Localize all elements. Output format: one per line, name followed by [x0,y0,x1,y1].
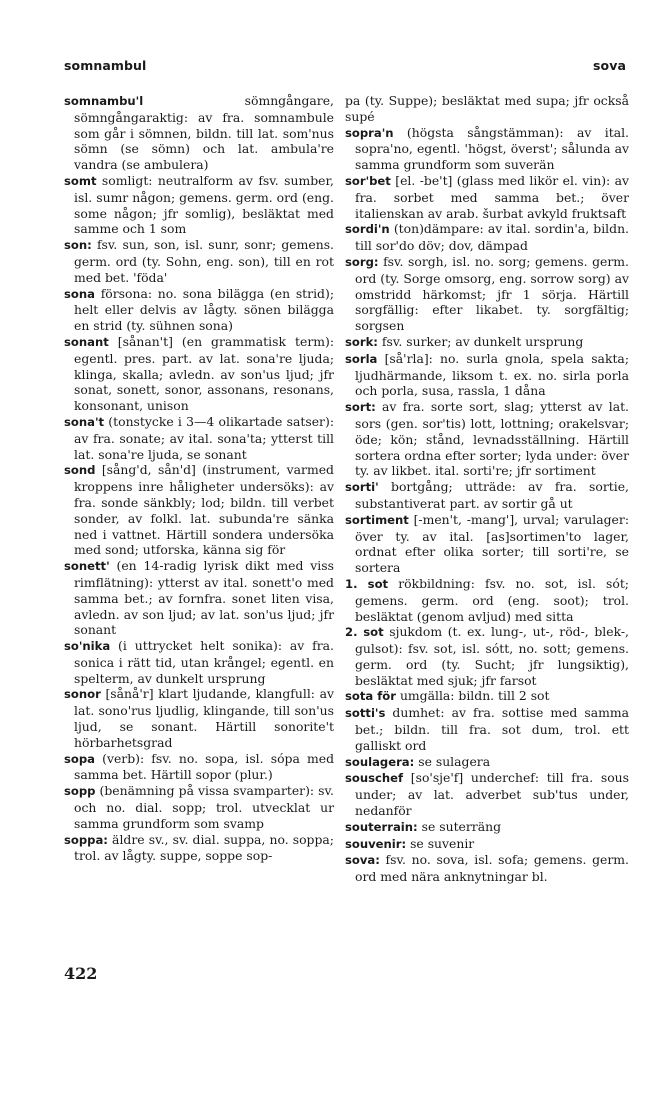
dictionary-entry [64,414,334,462]
entry-definition: försona: no. sona bilägga (en strid); helt eller delvis av lågty. sönen bilägga en strid (ty. sühnen sona) [74,285,334,334]
dictionary-entry [345,334,629,351]
dictionary-entry [345,479,629,512]
page-number: 422 [64,964,98,983]
dictionary-entry [64,462,334,558]
dictionary-entry [64,286,334,334]
dictionary-entry [345,512,629,576]
entry-headword: souterrain: [345,819,418,834]
entry-headword: sorti' [345,480,379,495]
entry-definition: rökbildning: fsv. no. sot, isl. sót; gemens. germ. ord (eng. soot); trol. besläktat (genom avljud) med sitta [355,575,629,624]
entry-definition: bortgång; utträde: av fra. sortie, substantiverat part. av sortir gå ut [355,479,629,511]
dictionary-entry [64,173,334,237]
entry-definition: se suvenir [406,835,475,851]
entry-headword: sopa [64,751,95,766]
entry-definition: umgälla: bildn. till 2 sot [396,688,550,704]
entry-definition: fsv. sorgh, isl. no. sorg; gemens. germ. ord (ty. Sorge omsorg, eng. sorrow sorg) av omstridd härkomst; jfr 1 sörja. Härtill sorgfällig: efter likabet. ty. sorgfältig; sorgsen [355,253,629,334]
dictionary-entry [345,399,629,479]
dictionary-entry [345,770,629,818]
entry-definition: [el. -be't] (glass med likör el. vin): av fra. sorbet med samma bet.; över italienskan av arab. šurbat avkyld fruktsaft [355,172,629,221]
dictionary-entry [64,93,334,173]
entry-definition: (ton)dämpare: av ital. sordin'a, bildn. till sor'do döv; dov, dämpad [355,221,629,254]
dictionary-entry [345,173,629,221]
dictionary-entry [345,125,629,173]
entry-definition: fsv. no. sova, isl. sofa; gemens. germ. ord med nära anknytningar bl. [355,852,629,885]
entry-headword: souschef [345,771,404,786]
entry-headword: sopp [64,784,96,799]
dictionary-entry [64,558,334,638]
dictionary-entry [345,852,629,885]
entry-headword: soppa: [64,832,108,847]
entry-definition: [så'rla]: no. surla gnola, spela sakta; ljudhärmande, liksom t. ex. no. sirla porla och porla, susa, rassla, 1 dåna [355,350,629,399]
running-head-right: sova [592,58,626,73]
entry-definition: (i uttrycket helt sonika): av fra. sonica i rätt tid, utan krångel; egentl. en spelterm, av dunkelt ursprung [74,638,334,686]
dictionary-entry [64,334,334,414]
entry-definition: (högsta sångstämman): av ital. sopra'no, egentl. 'högst, överst'; sålunda av samma grundform som suverän [355,124,629,173]
running-head-left: somnambul [64,58,147,73]
dictionary-entry [345,705,629,753]
dictionary-entry [64,686,334,750]
entry-headword: soulagera: [345,754,415,769]
entry-definition: (benämning på vissa svamparter): sv. och no. dial. sopp; trol. utvecklat ur samma grundform som svamp [74,783,334,831]
dictionary-entry [64,783,334,831]
entry-definition: fsv. sun, son, isl. sunr, sonr; gemens. germ. ord (ty. Sohn, eng. son), till en rot med bet. 'föda' [74,237,334,285]
entry-headword: sotti's [345,706,386,721]
dictionary-entry [64,751,334,784]
entry-headword: sova: [345,853,380,868]
entry-headword: sonett' [64,559,110,574]
entry-headword: sorg: [345,254,379,269]
dictionary-entry [345,254,629,334]
entry-headword: sortiment [345,512,409,527]
entry-definition: somligt: neutralform av fsv. sumber, isl. sumr någon; gemens. germ. ord (eng. some någon; jfr somlig), besläktat med samme och 1 som [74,172,334,237]
entry-headword: so'nika [64,639,111,654]
entry-definition: fsv. surker; av dunkelt ursprung [377,333,584,349]
entry-definition: av fra. sorte sort, slag; ytterst av lat. sors (gen. sor'tis) lott, lottning; orakelsvar; öde; kön; stånd, levnadsställning. Härtill sortera ordna efter sorter; lyda under: över ty. av likbet. ital. sorti're; jfr sortiment [355,399,629,479]
entry-definition: (verb): fsv. no. sopa, isl. sópa med samma bet. Härtill sopor (plur.) [74,750,334,783]
dictionary-entry [345,624,629,688]
dictionary-entry [64,638,334,686]
entry-definition: [-men't, -mang'], urval; varulager: över ty. av ital. [as]sortimen'to lager, ordnat efter olika sorter; till sorti're, se sortera [355,511,629,576]
entry-headword: sort: [345,400,376,415]
dictionary-entry [345,351,629,399]
entry-headword: souvenir: [345,836,407,851]
entry-headword: somnambu'l [64,94,144,108]
entry-definition: sömngångare, sömngångaraktig: av fra. somnambule som går i sömnen, bildn. till lat. som'nus sömn (se sömn) och lat. ambula're vandra (se ambulera) [74,93,334,173]
dictionary-entry [345,754,629,771]
entry-headword: somt [64,173,97,188]
entry-definition: äldre sv., sv. dial. suppa, no. soppa; trol. av lågty. suppe, soppe sop- [74,831,334,864]
entry-headword: sordi'n [345,222,390,237]
dictionary-entry [64,237,334,285]
entry-headword: sork: [345,334,378,349]
entry-definition: (tonstycke i 3—4 olikartade satser): av fra. sonate; av ital. sona'ta; ytterst till lat. sona're ljuda, se sonant [74,413,334,462]
dictionary-entry [345,576,629,624]
entry-headword: sopra'n [345,125,394,140]
entry-definition: (en 14-radig lyrisk dikt med viss rimflätning): ytterst av ital. sonett'o med samma bet.; av fornfra. sonet liten visa, avledn. av son ljud; av lat. son'us ljud; jfr sonant [74,558,334,638]
entry-headword: sond [64,463,96,478]
entry-headword: sona [64,286,95,301]
dictionary-entry [345,93,629,125]
entry-headword: 2. sot [345,625,384,640]
entry-headword: sonant [64,334,109,349]
entry-definition: se sulagera [414,753,491,769]
entry-definition: dumhet: av fra. sottise med samma bet.; bildn. till fra. sot dum, trol. ett galliskt ord [355,705,629,753]
entry-headword: sorla [345,351,378,366]
entry-headword: sota för [345,689,396,704]
entry-headword: sona't [64,414,105,429]
entry-definition: [so'sje'f] underchef: till fra. sous under; av lat. adverbet sub'tus under, nedanför [355,770,629,819]
dictionary-entry [345,688,629,705]
entry-definition: [sånå'r] klart ljudande, klangfull: av lat. sono'rus ljudlig, klingande, till son'us ljud, se sonant. Härtill sonorite't hörbarhetsgrad [74,686,334,750]
left-column [64,93,334,864]
dictionary-entry [345,836,629,853]
entry-definition: sjukdom (t. ex. lung-, ut-, röd-, blek-, gulsot): fsv. sot, isl. sótt, no. sott; gemens. germ. ord (ty. Sucht; jfr lungsiktig), besläktat med sjuk; jfr farsot [355,624,629,688]
entry-headword: 1. sot [345,576,389,591]
dictionary-entry [64,832,334,865]
entry-headword: sor'bet [345,173,391,188]
entry-definition: [sång'd, sån'd] (instrument, varmed kroppens inre håligheter undersöks): av fra. sonde sänkbly; lod; bildn. till verbet sonder, av folkl. lat. subunda're sänka ned i vattnet. Härtill sondera undersöka med sond; utforska, känna sig för [74,462,334,558]
entry-definition: se suterräng [417,818,502,834]
entry-definition: pa (ty. Suppe); besläktat med supa; jfr också supé [345,93,629,124]
dictionary-entry [345,221,629,254]
entry-definition: [sånan't] (en grammatisk term): egentl. pres. part. av lat. sona're ljuda; klinga, skalla; avledn. av son'us ljud; jfr sonat, sonett, sonor, assonans, resonans, konsonant, unison [74,333,334,414]
right-column [345,93,629,885]
entry-headword: son: [64,238,92,253]
dictionary-entry [345,819,629,836]
entry-headword: sonor [64,687,101,702]
